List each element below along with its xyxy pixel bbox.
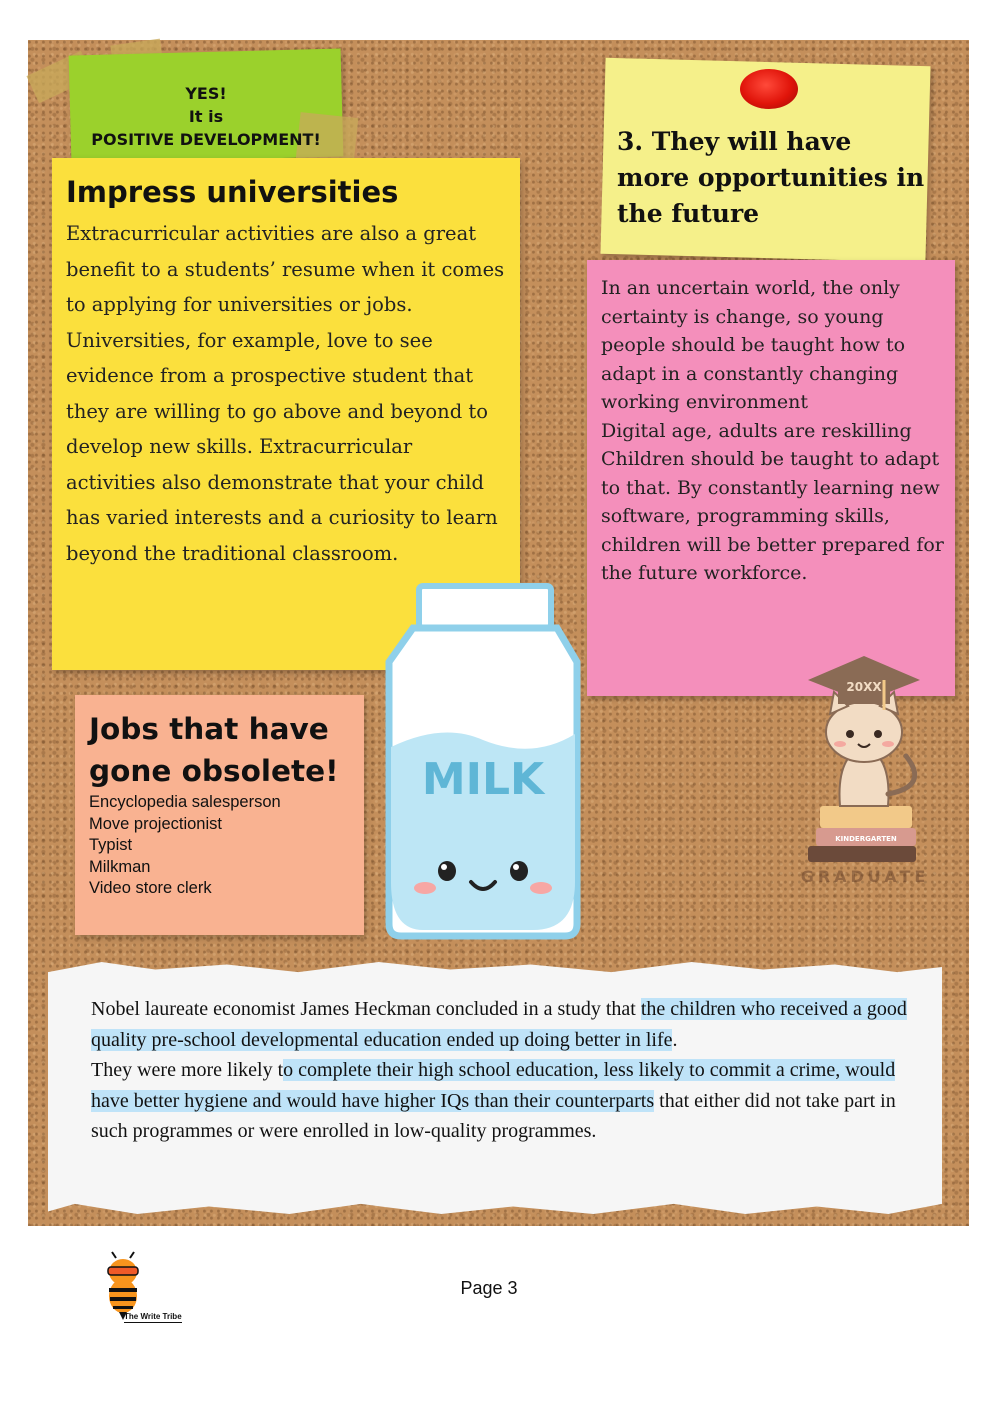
positive-development-label	[70, 82, 342, 151]
push-pin-icon	[740, 69, 798, 109]
list-item: Typist	[89, 836, 133, 854]
highlighted-text: o complete their high school education, less likely to commit a crime, would have better hygiene and would have higher IQs than their counterparts	[91, 1059, 896, 1112]
jobs-heading-line: Jobs that have	[89, 712, 329, 746]
obsolete-jobs-list	[89, 792, 281, 900]
opportunities-heading: 3. They will have more opportunities in the future	[617, 127, 925, 228]
pink-note-line: In an uncertain world, the only certainty is change, so young people should be taught how to adapt in a constantly changing working environment	[601, 277, 906, 413]
milk-carton-icon	[383, 582, 583, 942]
paper-text-plain: .	[672, 1028, 678, 1051]
list-item: Encyclopedia salesperson	[89, 793, 281, 811]
list-item: Milkman	[89, 857, 151, 876]
label-line: YES!	[185, 84, 227, 103]
label-line: POSITIVE DEVELOPMENT!	[91, 130, 321, 149]
paper-paragraph	[91, 1055, 921, 1147]
paper-note-text	[91, 994, 921, 1147]
paper-paragraph	[91, 994, 921, 1055]
pink-note-line: Children should be taught to adapt to that. By constantly learning new software, programming skills, children will be better prepared for the future workforce.	[601, 448, 944, 584]
list-item: Move projectionist	[89, 814, 222, 833]
highlighted-text: the children who received a good quality pre-school developmental education ended up doing better in life	[91, 998, 907, 1051]
jobs-heading	[89, 708, 339, 792]
graduate-cat-icon	[780, 636, 950, 886]
universities-heading: Impress universities	[66, 175, 399, 209]
jobs-heading-line: gone obsolete!	[89, 754, 339, 788]
pink-note-text	[601, 274, 951, 588]
graduate-caption: GRADUATE	[800, 867, 930, 886]
paper-text-plain: Nobel laureate economist James Heckman concluded in a study that	[91, 998, 641, 1020]
paper-text-plain: that either did not take part in such programmes or were enrolled in low-quality programmes.	[91, 1089, 896, 1142]
milk-label: MILK	[421, 754, 545, 805]
cap-label: 20XX	[846, 680, 882, 694]
label-line: It is	[188, 107, 224, 126]
universities-body: Extracurricular activities are also a great benefit to a students’ resume when it comes to applying for universities or jobs. Universities, for example, love to see evidence from a prospective student that they are willing to go above and beyond to develop new skills. Extracurricular activities also demonstrate that your child has varied interests and a curiosity to learn beyond the traditional classroom.	[66, 222, 505, 565]
pink-note-line: Digital age, adults are reskilling	[601, 419, 912, 442]
page-number: Page 3	[460, 1278, 518, 1298]
paper-text-plain: They were more likely t	[91, 1059, 284, 1081]
list-item: Video store clerk	[89, 879, 212, 897]
logo-caption: The Write Tribe	[124, 1312, 182, 1321]
book-label: KINDERGARTEN	[835, 835, 897, 843]
